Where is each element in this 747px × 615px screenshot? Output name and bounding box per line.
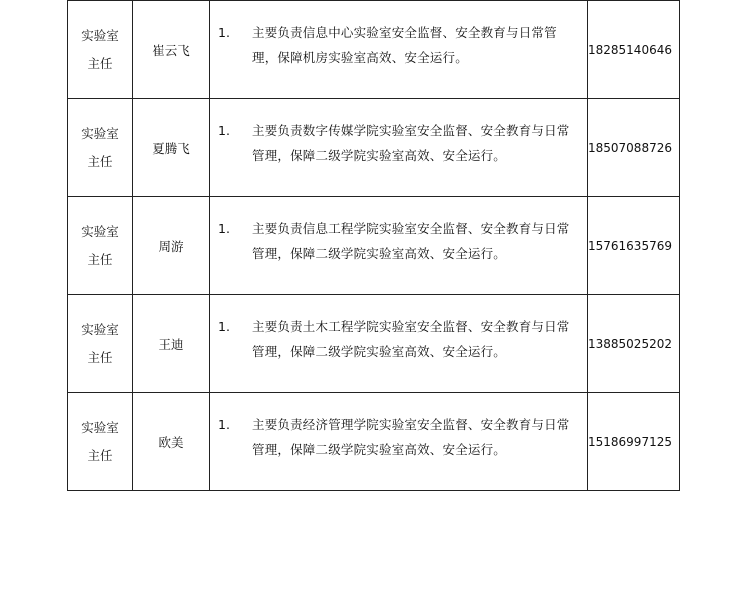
role-line-2: 主任 bbox=[87, 153, 113, 169]
role-line-1: 实验室 bbox=[81, 125, 119, 141]
role-line-2: 主任 bbox=[87, 447, 113, 463]
phone-cell: 18285140646 bbox=[588, 1, 680, 99]
duty-text: 主要负责土木工程学院实验室安全监督、安全教育与日常管理，保障二级学院实验室高效、安全运行。 bbox=[252, 318, 570, 359]
table-row bbox=[68, 99, 680, 197]
duty-number: 1. bbox=[218, 24, 230, 40]
duty-number: 1. bbox=[218, 318, 230, 334]
role-line-2: 主任 bbox=[87, 349, 113, 365]
lab-director-table bbox=[67, 0, 680, 491]
role-line-1: 实验室 bbox=[81, 419, 119, 435]
role-line-2: 主任 bbox=[87, 55, 113, 71]
duty-number: 1. bbox=[218, 220, 230, 236]
duty-text: 主要负责信息工程学院实验室安全监督、安全教育与日常管理，保障二级学院实验室高效、安全运行。 bbox=[252, 220, 570, 261]
name-cell: 夏腾飞 bbox=[133, 99, 210, 197]
duty-number: 1. bbox=[218, 416, 230, 432]
duty-text: 主要负责经济管理学院实验室安全监督、安全教育与日常管理，保障二级学院实验室高效、安全运行。 bbox=[252, 416, 570, 457]
role-line-1: 实验室 bbox=[81, 321, 119, 337]
role-cell bbox=[68, 99, 133, 197]
phone-cell: 15186997125 bbox=[588, 393, 680, 491]
role-cell bbox=[68, 393, 133, 491]
role-line-1: 实验室 bbox=[81, 223, 119, 239]
name-cell: 王迪 bbox=[133, 295, 210, 393]
duty-cell bbox=[210, 295, 588, 393]
table-row bbox=[68, 1, 680, 99]
phone-cell: 18507088726 bbox=[588, 99, 680, 197]
role-cell bbox=[68, 295, 133, 393]
duty-text: 主要负责数字传媒学院实验室安全监督、安全教育与日常管理，保障二级学院实验室高效、安全运行。 bbox=[252, 122, 570, 163]
table-row bbox=[68, 295, 680, 393]
name-cell: 欧美 bbox=[133, 393, 210, 491]
role-line-2: 主任 bbox=[87, 251, 113, 267]
duty-cell bbox=[210, 99, 588, 197]
role-cell bbox=[68, 197, 133, 295]
duty-cell bbox=[210, 393, 588, 491]
duty-cell bbox=[210, 197, 588, 295]
phone-cell: 13885025202 bbox=[588, 295, 680, 393]
duty-cell bbox=[210, 1, 588, 99]
duty-text: 主要负责信息中心实验室安全监督、安全教育与日常管理，保障机房实验室高效、安全运行。 bbox=[252, 24, 557, 65]
name-cell: 周游 bbox=[133, 197, 210, 295]
table-row bbox=[68, 197, 680, 295]
duty-table-container bbox=[67, 0, 679, 491]
duty-number: 1. bbox=[218, 122, 230, 138]
name-cell: 崔云飞 bbox=[133, 1, 210, 99]
table-row bbox=[68, 393, 680, 491]
role-cell bbox=[68, 1, 133, 99]
phone-cell: 15761635769 bbox=[588, 197, 680, 295]
role-line-1: 实验室 bbox=[81, 27, 119, 43]
